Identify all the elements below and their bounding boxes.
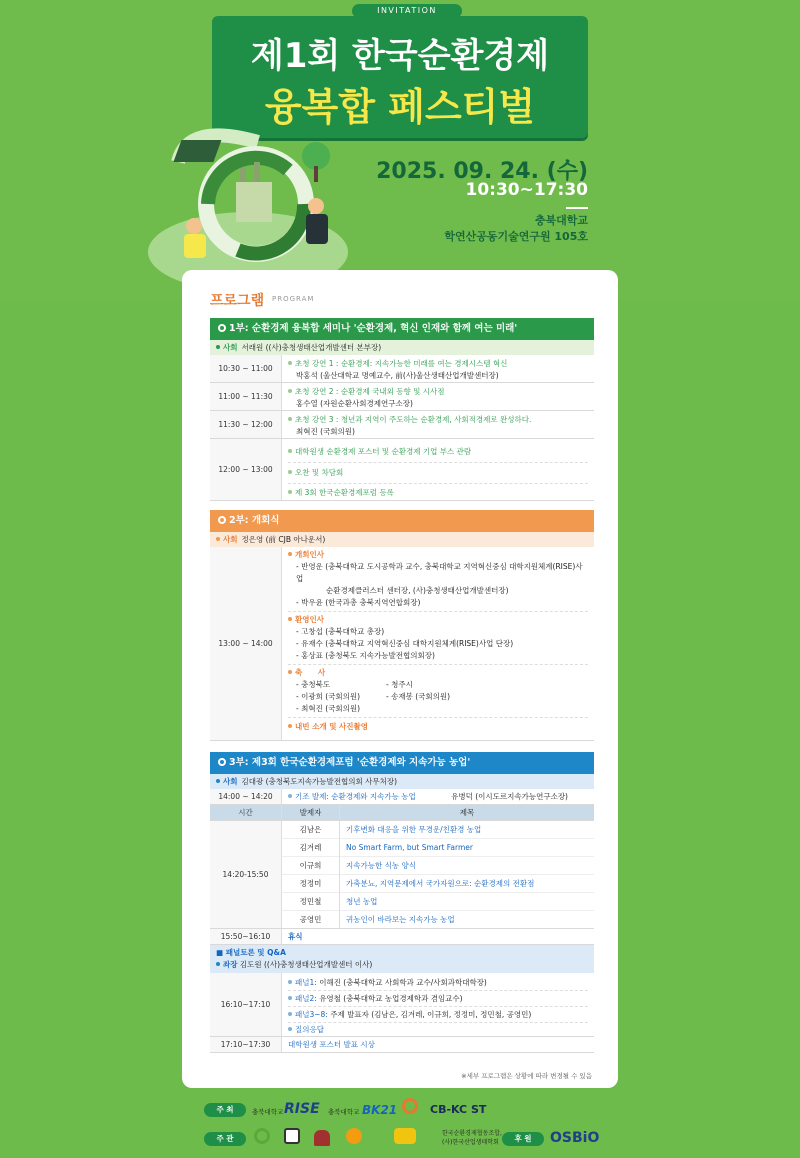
program-part2-congrats_right-1: - 송재봉 (국회의원) (386, 692, 451, 701)
footnote: ※세부 프로그램은 상황에 따라 변경될 수 있음 (461, 1072, 592, 1080)
org-logo1-icon (254, 1128, 270, 1144)
program-part3-talks-2-title: 지속가능한 식농 양식 (340, 857, 594, 875)
org-logo5-icon (394, 1128, 416, 1144)
program-part3-panel-3-label: 질의응답 (295, 1025, 324, 1034)
event-time: 10:30~17:30 (465, 180, 588, 200)
program-part2-welcome_label: 환영인사 (295, 615, 324, 624)
program-part2-opening-2: - 박우윤 (한국과총 충북지역연합회장) (288, 597, 588, 612)
program-part1-rows-1-time: 11:00 ~ 11:30 (210, 383, 282, 410)
program-part3-talks-1-presenter: 김겨레 (282, 839, 339, 857)
table-header-row (210, 805, 594, 821)
program-part2-head: 2부: 개회식 (229, 515, 280, 526)
program-part1-rows-2-time: 11:30 ~ 12:00 (210, 411, 282, 438)
program-part1-moderator_label: 사회 (223, 343, 238, 352)
program-part1-lunch_items-2: 제 3회 한국순환경제포럼 등록 (295, 488, 394, 497)
org-logo4-icon (346, 1128, 362, 1144)
part1-section (210, 318, 594, 501)
program-part3-moderator: 김대광 (충청북도지속가능발전협의회 사무처장) (241, 777, 398, 786)
event-date: 2025. 09. 24. (수) (376, 159, 588, 184)
org-text1: 한국순환경제협동조합, (442, 1130, 502, 1137)
table-row (210, 439, 594, 501)
sdg-icon (402, 1098, 418, 1114)
program-part3-panel-2-text: 주제 발표자 (김남은, 김겨레, 이규희, 정정미, 정민철, 공영민) (330, 1010, 532, 1019)
program-part1-rows-0-speaker: 박홍석 (울산대학교 명예교수, 前(사)울산생태산업개발센터장) (296, 371, 499, 380)
program-part3-talks-1-title: No Smart Farm, but Smart Farmer (340, 839, 594, 857)
program-part3-panel_time: 16:10~17:10 (210, 973, 282, 1036)
title-line1: 제1회 한국순환경제 (250, 36, 550, 76)
table-row (210, 355, 594, 383)
program-part2-opening-0: - 반영운 (충북대학교 도시공학과 교수, 충북대학교 지역혁신중심 대학지원체계(RISE)사업 (296, 562, 583, 583)
host-row (196, 1098, 606, 1122)
program-part2-opening-1: 순환경제클러스터 센터장, (사)충청생태산업개발센터장) (326, 586, 509, 595)
program-part2-guests: 내빈 소개 및 사진촬영 (295, 722, 369, 731)
host-logo2-small: 충북대학교 (328, 1108, 360, 1116)
org-label: 주 관 (204, 1132, 246, 1146)
program-part3-talks-5-title: 귀농인이 바라보는 지속가능 농업 (346, 915, 455, 924)
program-part3-panel-2-label: 패널3~8: (295, 1010, 328, 1019)
cbkcst-logo: CB-KC ST (430, 1103, 487, 1116)
venue-line2: 학연산공동기술연구원 105호 (444, 230, 588, 243)
part2-section (210, 510, 594, 741)
table-row (210, 547, 594, 741)
program-part3-talks-0-title: 기후변화 대응을 위한 무경운/친환경 농업 (340, 821, 594, 839)
title-box (212, 16, 588, 138)
program-part1-lunch_items-1: 오찬 및 차담회 (295, 468, 344, 477)
program-part2-congrats_left-0: - 충청북도 (296, 680, 331, 689)
panel-header: ■ 패널토론 및 Q&A 좌장 김도원 ((사)충청생태산업개발센터 이사) (210, 945, 594, 973)
program-part1-rows-1-title: 초청 강연 2 : 순환경제 국내외 동향 및 시사점 (295, 387, 445, 396)
program-part3-chair: 김도원 ((사)충청생태산업개발센터 이사) (239, 960, 373, 969)
venue-line1: 충북대학교 (534, 214, 588, 227)
program-part3-talks-4-title: 청년 농업 (340, 893, 594, 911)
host-logo1-small: 충북대학교 (252, 1108, 284, 1116)
rise-logo: RISE (284, 1101, 320, 1117)
org-logo2-icon (284, 1128, 300, 1144)
title-line2: 융복합 페스티벌 (264, 85, 536, 129)
program-part1-lunch_time: 12:00 ~ 13:00 (210, 439, 282, 500)
program-part3-col_time: 시간 (210, 805, 282, 820)
program-part3-keynote_speaker: 유병덕 (이시도르지속가능연구소장) (451, 792, 568, 801)
org-row (196, 1128, 606, 1152)
org-logo3-icon (314, 1130, 330, 1146)
program-part3-talks-3-title: 가축분뇨, 지역문제에서 국가자원으로: 순환경제의 전환점 (340, 875, 594, 893)
program-part3-talks-2-presenter: 이규희 (282, 857, 339, 875)
program-part3-head: 3부: 제3회 한국순환경제포럼 '순환경제와 지속가능 농업' (229, 757, 471, 768)
program-title: 프로그램 (210, 293, 265, 309)
part2-header (210, 510, 594, 532)
host-label: 주 최 (204, 1103, 246, 1117)
program-part3-break_label: 휴식 (288, 932, 303, 941)
program-part3-panel-0-label: 패널1: (295, 978, 317, 987)
program-subtitle: PROGRAM (272, 295, 315, 303)
program-part2-time: 13:00 ~ 14:00 (210, 547, 282, 740)
program-part1-rows-2-speaker: 최혁진 (국회의원) (296, 427, 355, 436)
program-part3-panel-1-label: 패널2: (295, 994, 317, 1003)
program-part2-congrats_right-0: - 청주시 (386, 680, 413, 689)
award-row (210, 1037, 594, 1053)
program-part3-talks-3-presenter: 정정미 (282, 875, 339, 893)
part2-moderator (210, 532, 594, 547)
program-part1-rows-1-speaker: 홍수열 (자원순환사회경제연구소장) (296, 399, 413, 408)
bullet-icon (216, 345, 220, 349)
program-part2-congrats_left-2: - 최혁진 (국회의원) (296, 704, 361, 713)
program-part2-moderator: 정은영 (前 CJB 아나운서) (241, 535, 326, 544)
program-part2-welcome-2: - 홍상표 (충청북도 지속가능발전협의회장) (288, 650, 588, 665)
bk21-logo: BK21 (362, 1103, 398, 1117)
invitation-tab: INVITATION (352, 4, 462, 18)
program-part1-moderator: 서래원 ((사)충청생태산업개발센터 본부장) (241, 343, 382, 352)
program-part2-welcome-1: - 유재수 (충북대학교 지역혁신중심 대학지원체계(RISE)사업 단장) (296, 639, 514, 648)
program-part1-rows-0-time: 10:30 ~ 11:00 (210, 355, 282, 382)
program-part3-keynote_time: 14:00 ~ 14:20 (210, 789, 282, 804)
program-part3-talk_time: 14:20-15:50 (210, 821, 282, 928)
org-text2: (사)한국산업생태학회 (442, 1139, 499, 1146)
program-part2-welcome-0: - 고창섭 (충북대학교 총장) (296, 627, 385, 636)
part1-header (210, 318, 594, 340)
panel-row (210, 973, 594, 1037)
part1-moderator (210, 340, 594, 355)
program-card (182, 270, 618, 1088)
program-part1-rows-0-title: 초청 강연 1 : 순환경제: 지속가능한 미래를 여는 경제시스템 혁신 (295, 359, 508, 368)
talks-block (210, 821, 594, 929)
program-part3-keynote: 기조 발제: 순환경제와 지속가능 농업 (295, 792, 416, 801)
ring-icon (218, 324, 226, 332)
program-part1-head: 1부: 순환경제 융복합 세미나 '순환경제, 혁신 인재와 함께 여는 미래' (229, 323, 518, 334)
part3-header (210, 752, 594, 774)
break-row (210, 929, 594, 945)
program-part3-talks-0-presenter: 김남은 (282, 821, 339, 839)
program-part3-talks-5-presenter: 공영민 (299, 915, 322, 924)
program-part3-moderator_label: 사회 (223, 777, 238, 786)
program-part3-talks-4-presenter: 정민철 (282, 893, 339, 911)
part3-moderator (210, 774, 594, 789)
program-part3-col_presenter: 발제자 (282, 805, 340, 820)
table-row (210, 383, 594, 411)
program-part3-panel-0-text: 이해진 (충북대학교 사회학과 교수/사회과학대학장) (319, 978, 487, 987)
program-part3-final_time: 17:10~17:30 (210, 1037, 282, 1052)
part3-section (210, 752, 594, 1053)
program-part3-panel-1-text: 유영철 (충북대학교 농업경제학과 겸임교수) (319, 994, 463, 1003)
program-part2-moderator_label: 사회 (223, 535, 238, 544)
program-part1-lunch_items-0: 대학원생 순환경제 포스터 및 순환경제 기업 부스 관람 (295, 447, 472, 456)
osbio-logo: OSBiO (550, 1130, 600, 1146)
program-part3-break_time: 15:50~16:10 (210, 929, 282, 944)
program-part3-final: 대학원생 포스터 발표 시상 (288, 1040, 375, 1049)
program-part3-chair_label: 좌장 (223, 960, 238, 969)
program-part3-col_title: 제목 (459, 808, 475, 817)
divider-dash (566, 207, 588, 209)
table-row (210, 789, 594, 805)
circular-economy-illustration (148, 122, 348, 282)
program-part1-rows-2-title: 초청 강연 3 : 청년과 지역이 주도하는 순환경제, 사회적경제로 완성하다. (295, 415, 532, 424)
program-part3-panel_label: 패널토론 및 Q&A (225, 948, 286, 957)
program-part2-congrats_label: 축 사 (295, 668, 326, 677)
sponsor-label: 후 원 (502, 1132, 544, 1146)
program-part2-opening_label: 개회인사 (295, 550, 324, 559)
table-row (210, 411, 594, 439)
program-part2-congrats_left-1: - 이광희 (국회의원) (296, 692, 361, 701)
